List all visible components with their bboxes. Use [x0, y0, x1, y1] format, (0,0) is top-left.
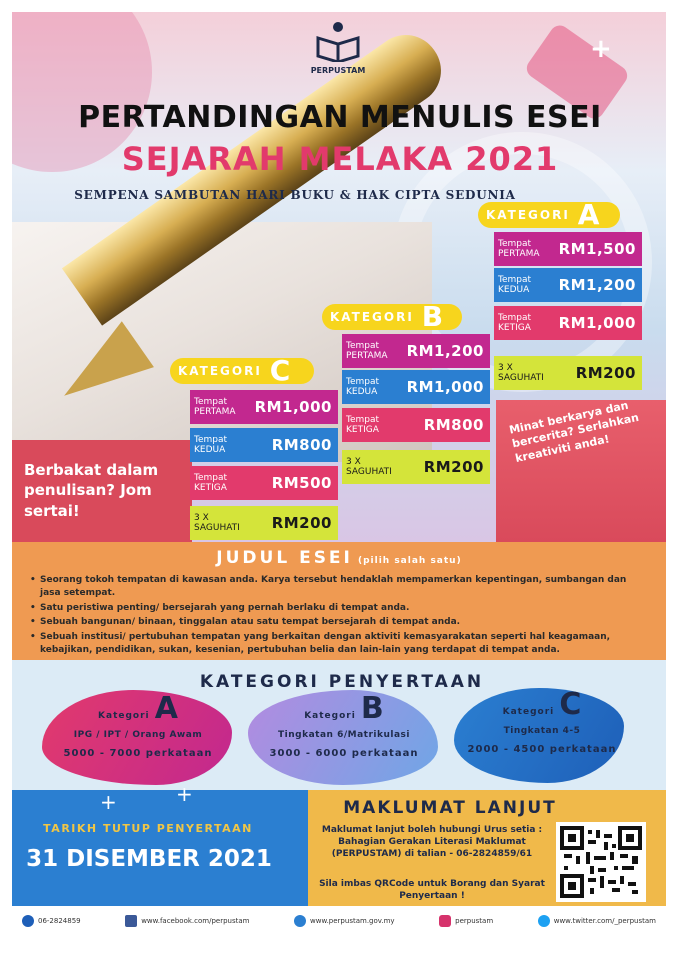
kategori-word: Kategori [304, 711, 356, 721]
judul-esei-list [30, 574, 650, 659]
kategori-b-tag [322, 300, 462, 333]
prize-amount: RM200 [575, 364, 636, 382]
kategori-letter: C [269, 354, 291, 387]
phone-icon [22, 915, 34, 927]
globe-icon [294, 915, 306, 927]
qr-code[interactable] [556, 822, 646, 902]
prize-amount: RM1,000 [558, 314, 636, 332]
prize-amount: RM1,200 [558, 276, 636, 294]
list-item: • Seorang tokoh tempatan di kawasan anda. Karya tersebut hendaklah mempamerkan kepentingan, sumbangan dan jasa setempat. [30, 574, 650, 600]
kategori-penyertaan-b [244, 691, 444, 759]
kategori-letter: A [577, 198, 600, 231]
judul-esei-heading [12, 548, 666, 568]
prize-amount: RM1,000 [254, 398, 332, 416]
instagram-icon [439, 915, 451, 927]
kategori-a-tag [478, 198, 620, 231]
prize-label: 3 X SAGUHATI [194, 512, 240, 533]
list-item: • Satu peristiwa penting/ bersejarah yang pernah berlaku di tempat anda. [30, 602, 650, 615]
page-title: PERTANDINGAN MENULIS ESEI [78, 100, 602, 135]
judul-esei-title: JUDUL ESEI [216, 548, 353, 568]
kategori-word: Kategori [502, 707, 555, 717]
prize-a-3 [494, 306, 642, 340]
prize-c-1 [190, 390, 338, 424]
tarikh-tutup-label: TARIKH TUTUP PENYERTAAN [43, 822, 253, 835]
prize-amount: RM800 [271, 436, 332, 454]
kategori-penyertaan-a [38, 691, 238, 759]
prize-c-3 [190, 466, 338, 500]
footer-instagram[interactable] [439, 915, 493, 927]
kategori-word: KATEGORI [330, 310, 414, 324]
prize-amount: RM500 [271, 474, 332, 492]
footer-contacts [12, 906, 666, 936]
prize-label: Tempat KEDUA [346, 376, 380, 397]
perpustam-logo [303, 20, 373, 75]
prize-label: Tempat KETIGA [498, 312, 532, 333]
prize-amount: RM200 [423, 458, 484, 476]
footer-instagram-text: perpustam [455, 917, 494, 925]
qr-code-icon [560, 826, 642, 898]
kategori-letter: B [360, 691, 384, 726]
maklumat-lanjut-text: Maklumat lanjut boleh hubungi Urus setia : Bahagian Gerakan Literasi Maklumat (PERPUSTAM) di talian - 06-2824859/61 [321, 825, 543, 860]
prize-a-1 [494, 232, 642, 266]
kategori-letter: B [421, 300, 444, 333]
kategori-words: 3000 - 6000 perkataan [269, 748, 419, 759]
footer-twitter[interactable] [538, 915, 656, 927]
maklumat-lanjut-title: MAKLUMAT LANJUT [343, 798, 557, 818]
footer-twitter-text: www.twitter.com/_perpustam [553, 917, 656, 925]
prize-amount: RM800 [423, 416, 484, 434]
facebook-icon [125, 915, 137, 927]
twitter-icon [538, 915, 550, 927]
footer-phone-text: 06-2824859 [38, 917, 81, 925]
plus-icon: + [590, 34, 612, 64]
list-item: • Sebuah institusi/ pertubuhan tempatan yang berkaitan dengan aktiviti kemasyarakatan seperti hal keagamaan, kebajikan, pendidikan, sukan, kesenian, pertubuhan belia dan lain-lain yang terdapat di tempat anda. [30, 631, 650, 657]
footer-website[interactable] [294, 915, 395, 927]
prize-amount: RM1,000 [406, 378, 484, 396]
kategori-desc: IPG / IPT / Orang Awam [73, 730, 203, 740]
kategori-penyertaan-title: KATEGORI PENYERTAAN [199, 672, 485, 692]
prize-label: Tempat PERTAMA [194, 396, 236, 417]
prize-label: Tempat PERTAMA [346, 340, 388, 361]
kategori-word: KATEGORI [178, 364, 262, 378]
kategori-words: 2000 - 4500 perkataan [467, 744, 617, 755]
prize-c-4 [190, 506, 338, 540]
tarikh-tutup-date: 31 DISEMBER 2021 [26, 846, 272, 872]
judul-esei-section [12, 542, 666, 660]
prize-c-2 [190, 428, 338, 462]
book-reader-icon [314, 20, 362, 62]
plus-icon: + [100, 790, 117, 814]
kategori-penyertaan-c [442, 687, 642, 755]
page-title-secondary: SEJARAH MELAKA 2021 [121, 140, 559, 178]
footer-facebook[interactable] [125, 915, 249, 927]
prize-b-2 [342, 370, 490, 404]
prize-b-3 [342, 408, 490, 442]
kategori-letter: A [154, 691, 178, 726]
judul-esei-note: (pilih salah satu) [357, 556, 462, 566]
kategori-words: 5000 - 7000 perkataan [63, 748, 213, 759]
promo-text-left: Berbakat dalam penulisan? Jom sertai! [24, 461, 159, 520]
prize-label: Tempat KETIGA [194, 472, 228, 493]
page-subtitle: SEMPENA SAMBUTAN HARI BUKU & HAK CIPTA SEDUNIA [74, 188, 516, 202]
footer-website-text: www.perpustam.gov.my [310, 917, 395, 925]
prize-b-1 [342, 334, 490, 368]
prize-label: Tempat KEDUA [194, 434, 228, 455]
prize-label: Tempat KETIGA [346, 414, 380, 435]
prize-b-4 [342, 450, 490, 484]
prize-a-4 [494, 356, 642, 390]
prize-amount: RM1,200 [406, 342, 484, 360]
footer-facebook-text: www.facebook.com/perpustam [141, 917, 250, 925]
plus-icon: + [176, 782, 193, 806]
kategori-desc: Tingkatan 4-5 [503, 726, 581, 736]
prize-a-2 [494, 268, 642, 302]
prize-label: 3 X SAGUHATI [498, 362, 544, 383]
kategori-penyertaan-section [12, 660, 666, 790]
list-item: • Sebuah bangunan/ binaan, tinggalan atau satu tempat bersejarah di tempat anda. [30, 616, 650, 629]
kategori-c-tag [170, 354, 314, 387]
prize-amount: RM1,500 [558, 240, 636, 258]
kategori-word: KATEGORI [486, 208, 570, 222]
footer-phone[interactable] [22, 915, 81, 927]
prize-label: Tempat PERTAMA [498, 238, 540, 259]
promo-text-right: Minat berkarya dan bercerita? Serlahkan kreativiti anda! [508, 398, 641, 465]
prize-amount: RM200 [271, 514, 332, 532]
kategori-letter: C [559, 687, 582, 722]
prize-label: Tempat KEDUA [498, 274, 532, 295]
prize-label: 3 X SAGUHATI [346, 456, 392, 477]
logo-label: PERPUSTAM [310, 66, 366, 75]
kategori-desc: Tingkatan 6/Matrikulasi [278, 730, 410, 740]
kategori-word: Kategori [98, 711, 150, 721]
maklumat-lanjut-qr-note: Sila imbas QRCode untuk Borang dan Syarat Penyertaan ! [319, 879, 545, 902]
